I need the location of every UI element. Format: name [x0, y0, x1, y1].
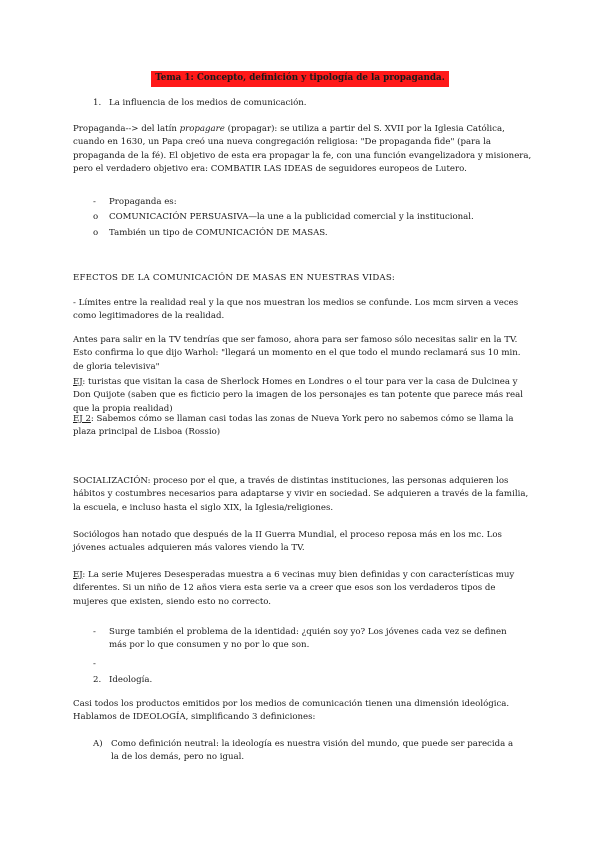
list1-marker: o [93, 228, 99, 238]
listA-text: Como definición neutral: la ideología es nuestra visión del mundo, que puede ser parecida a la de los demás, pero no igual. [111, 739, 514, 763]
list2-marker: - [93, 659, 96, 669]
list2-item-0 [93, 626, 523, 653]
ej1-paragraph [73, 376, 533, 416]
ej3-paragraph [73, 569, 533, 609]
intro-italic: propagare [179, 124, 225, 134]
list1-item-0 [93, 196, 177, 209]
list1-text: Propaganda es: [109, 197, 177, 207]
section-2-text: Ideología. [109, 675, 153, 685]
section-1-text: La influencia de los medios de comunicación. [109, 98, 307, 108]
document-title: Tema 1: Concepto, definición y tipología de la propaganda. [151, 71, 449, 87]
list1-marker: o [93, 212, 99, 222]
section-2-heading [93, 674, 152, 687]
section-1-heading [93, 97, 307, 110]
efectos-heading: EFECTOS DE LA COMUNICACIÓN DE MASAS EN NUESTRAS VIDAS: [73, 273, 396, 283]
ej2-label: EJ 2 [73, 414, 91, 424]
section-1-number: 1. [93, 98, 102, 108]
intro-post: (propagar): se utiliza a partir del S. XVII por la Iglesia Católica, cuando en 1630, un Papa creó una nueva congregación religiosa: "De propaganda fide" (para la propaganda de la fé). El objetivo de esta era propagar la fe, con una función evangelizadora y misionera, pero el verdadero objetivo era: COMBATIR LAS IDEAS de seguidores europeos de Lutero. [73, 124, 532, 174]
ej1-text: : turistas que visitan la casa de Sherlock Homes en Londres o el tour para ver la casa de Dulcinea y Don Quijote (saben que es ficticio pero la imagen de los personajes es tan potente que parece más real que la propia realidad) [73, 377, 523, 414]
list2-text: Surge también el problema de la identidad: ¿quién soy yo? Los jóvenes cada vez se definen más por lo que consumen y no por lo que son. [109, 627, 507, 651]
ej3-label: EJ [73, 570, 83, 580]
casi-paragraph: Casi todos los productos emitidos por los medios de comunicación tienen una dimensión ideológica. Hablamos de IDEOLOGÍA, simplificando 3 definiciones: [73, 699, 510, 723]
ej2-text: : Sabemos cómo se llaman casi todas las zonas de Nueva York pero no sabemos cómo se llama la plaza principal de Lisboa (Rossio) [73, 414, 514, 438]
list1-item-2 [93, 227, 328, 240]
list1-item-1 [93, 211, 474, 224]
antes-paragraph: Antes para salir en la TV tendrías que ser famoso, ahora para ser famoso sólo necesitas salir en la TV. Esto confirma lo que dijo Warhol: "llegará un momento en el que todo el mundo reclamará sus 10 min. de gloria televisiva" [73, 335, 521, 372]
list1-text: COMUNICACIÓN PERSUASIVA—la une a la publicidad comercial y la institucional. [109, 212, 474, 222]
ej3-text: : La serie Mujeres Desesperadas muestra a 6 vecinas muy bien definidas y con características muy diferentes. Si un niño de 12 años viera esta serie va a creer que esos son los verdaderos tipos de mujeres que existen, siendo esto no correcto. [73, 570, 515, 607]
intro-paragraph [73, 123, 533, 176]
section-2-number: 2. [93, 675, 102, 685]
limites-paragraph: - Límites entre la realidad real y la que nos muestran los medios se confunde. Los mcm sirven a veces como legitimadores de la realidad. [73, 298, 519, 322]
sociologos-paragraph: Sociólogos han notado que después de la II Guerra Mundial, el proceso reposa más en los mc. Los jóvenes actuales adquieren más valores viendo la TV. [73, 530, 502, 554]
socializacion-paragraph: SOCIALIZACIÓN: proceso por el que, a través de distintas instituciones, las personas adquieren los hábitos y costumbres necesarios para adaptarse y vivir en sociedad. Se adquieren a través de la familia, la escuela, e incluso hasta el siglo XIX, la Iglesia/religiones. [73, 476, 529, 513]
listA-marker: A) [93, 739, 103, 749]
list2-item-1 [93, 658, 109, 671]
title-wrap [0, 71, 600, 87]
intro-pre: Propaganda--> del latín [73, 124, 180, 134]
list1-marker: - [93, 197, 96, 207]
list1-text: También un tipo de COMUNICACIÓN DE MASAS. [109, 228, 328, 238]
ej1-label: EJ [73, 377, 83, 387]
ej2-paragraph [73, 413, 533, 440]
listA-item [93, 738, 523, 765]
list2-marker: - [93, 627, 96, 637]
